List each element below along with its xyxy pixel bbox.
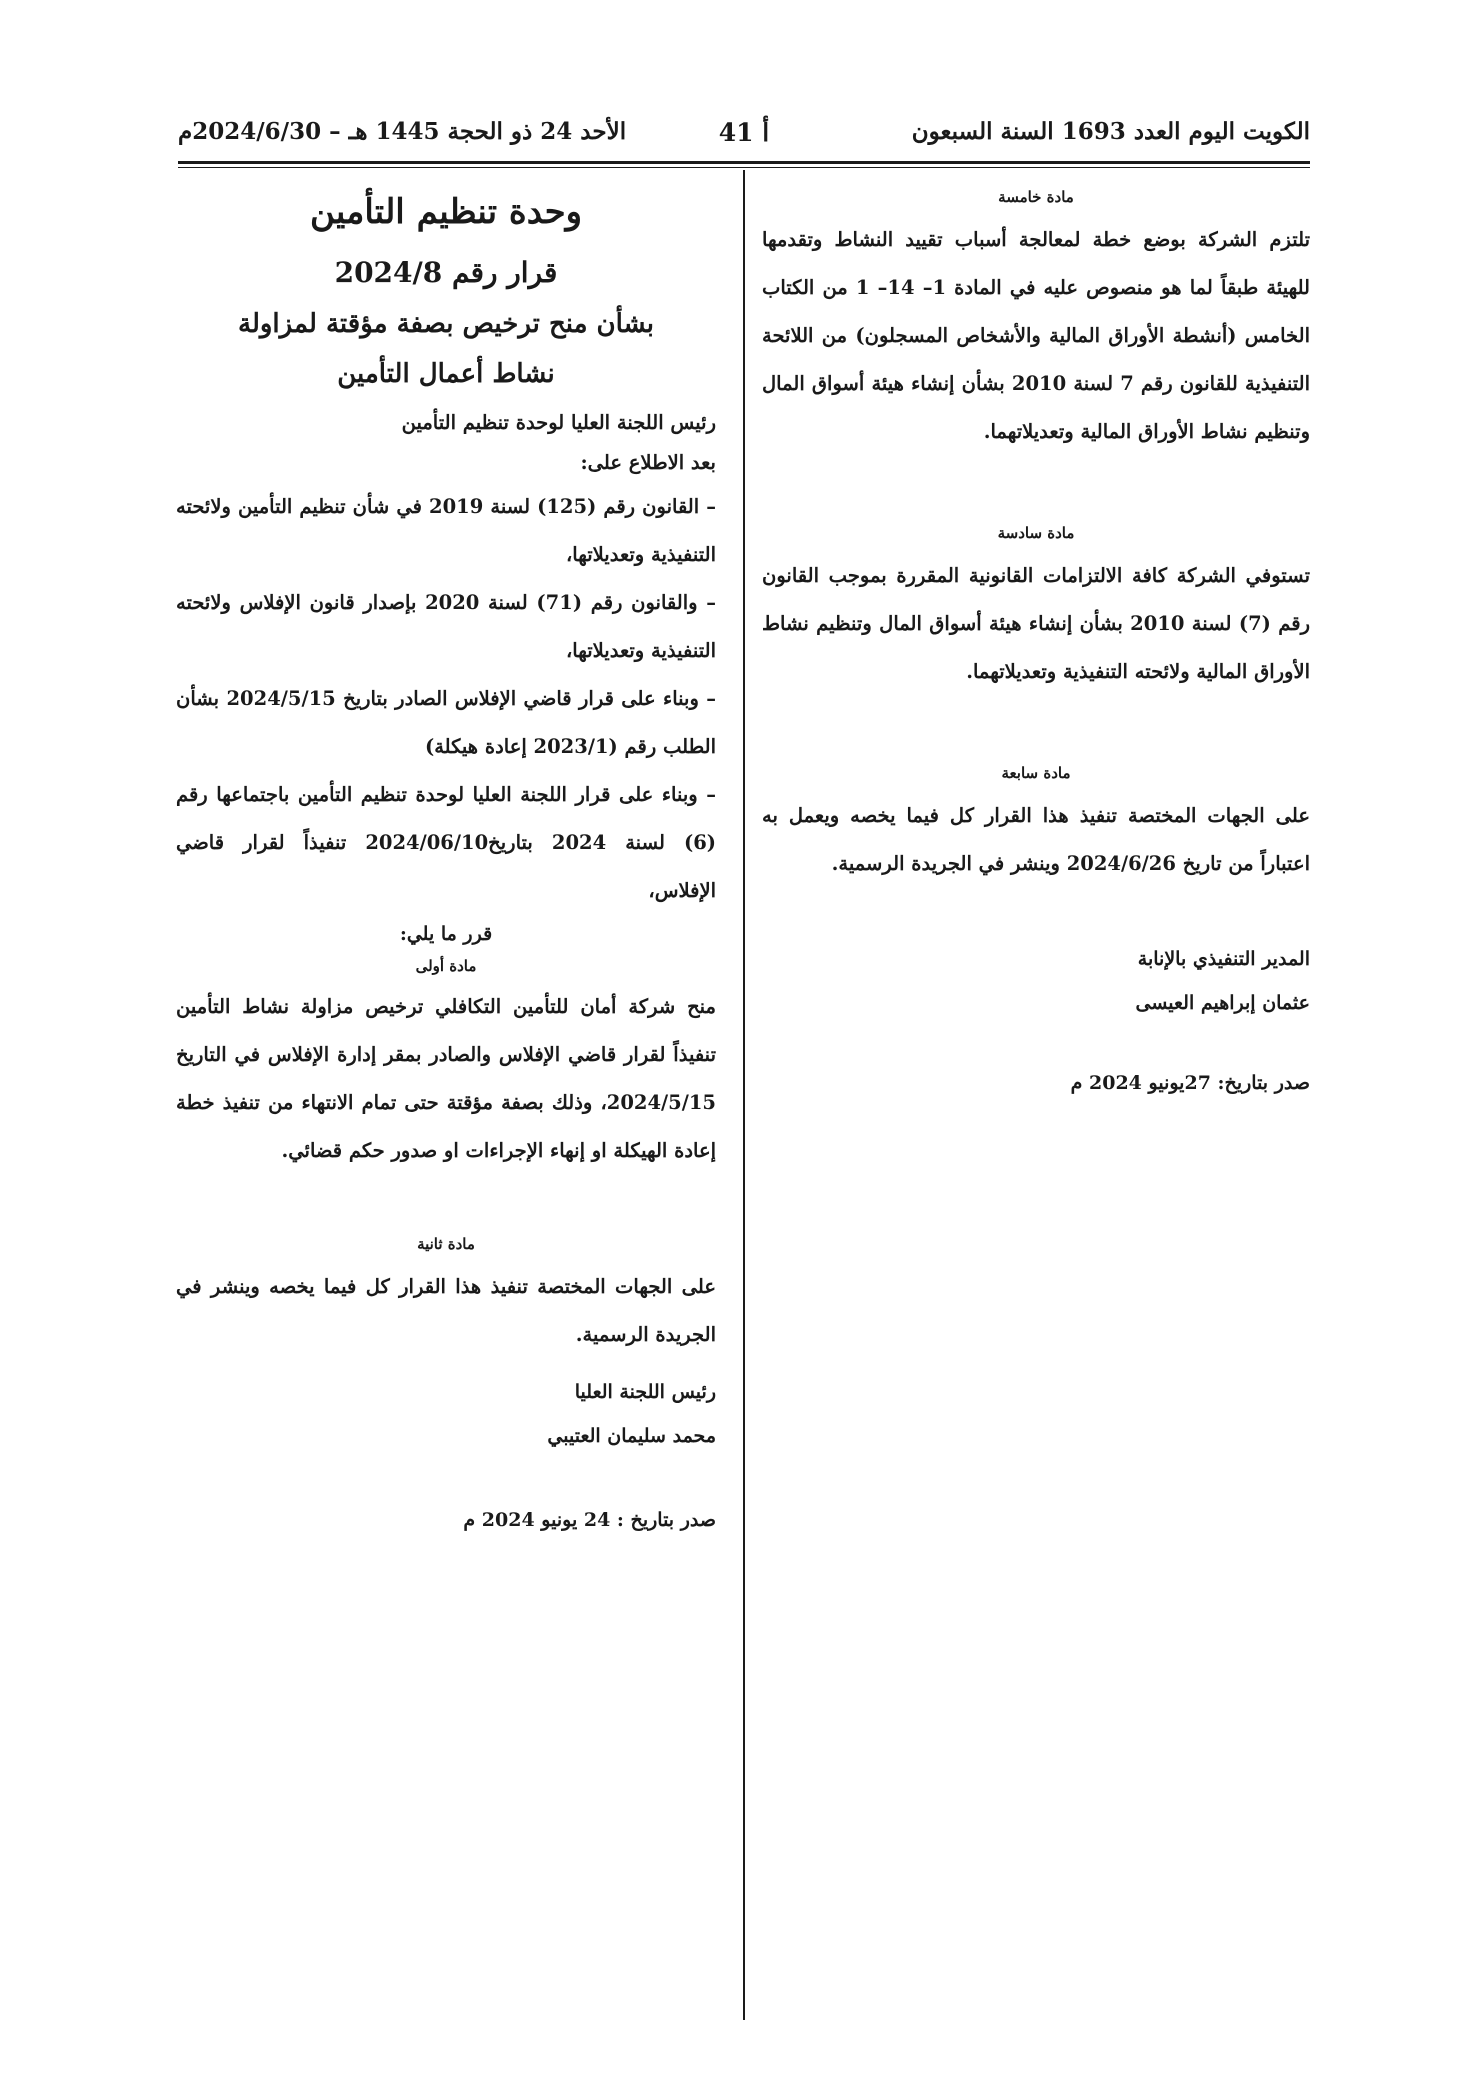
left-signatory-title: رئيس اللجنة العليا (574, 1381, 716, 1403)
article7-heading: مادة سابعة (1001, 764, 1071, 782)
after-review-line: بعد الاطلاع على: (580, 451, 716, 474)
decided-line: قرر ما يلي: (399, 923, 493, 945)
article2-text: على الجهات المختصة تنفيذ هذا القرار كل فيما يخصه وينشر في الجريدة الرسمية. (176, 1275, 716, 1346)
article1-text: منح شركة أمان للتأمين التكافلي ترخيص مزاولة نشاط التأمين تنفيذاً لقرار قاضي الإفلاس والصادر بمقر إدارة الإفلاس في التاريخ 2024/5/15، وذلك بصفة مؤقتة حتى تمام الانتهاء من تنفيذ خطة إعادة الهيكلة او إنهاء الإجراءات او صدور حكم قضائي. (176, 995, 716, 1162)
document-title: وحدة تنظيم التأمين (309, 192, 583, 232)
issuer-line: رئيس اللجنة العليا لوحدة تنظيم التأمين (401, 411, 716, 434)
preamble-item-3: – وبناء على قرار قاضي الإفلاس الصادر بتاريخ 2024/5/15 بشأن الطلب رقم (2023/1 إعادة هيكلة) (176, 687, 717, 758)
article2-heading: مادة ثانية (417, 1235, 475, 1253)
article5-text: تلتزم الشركة بوضع خطة لمعالجة أسباب تقييد النشاط وتقدمها للهيئة طبقاً لما هو منصوص عليه في المادة 1– 14– 1 من الكتاب الخامس (أنشطة الأوراق المالية والأشخاص المسجلون) من اللائحة التنفيذية للقانون رقم 7 لسنة 2010 بشأن إنشاء هيئة أسواق المال وتنظيم نشاط الأوراق المالية وتعديلاتهما. (762, 228, 1310, 443)
left-issue-date: صدر بتاريخ : 24 يونيو 2024 م (463, 1509, 716, 1531)
header-rule-thick (178, 161, 1310, 164)
header-gazette-issue: الكويت اليوم العدد 1693 السنة السبعون (911, 118, 1310, 145)
preamble-item-1: – القانون رقم (125) لسنة 2019 في شأن تنظيم التأمين ولائحته التنفيذية وتعديلاتها، (176, 495, 716, 566)
header-page-number: أ 41 (718, 118, 770, 147)
left-column (176, 180, 716, 1531)
preamble-item-2: – والقانون رقم (71) لسنة 2020 بإصدار قانون الإفلاس ولائحته التنفيذية وتعديلاتها، (176, 591, 717, 662)
preamble-item-4: – وبناء على قرار اللجنة العليا لوحدة تنظيم التأمين باجتماعها رقم (6) لسنة 2024 بتاريخ2024/06/10 تنفيذاً لقرار قاضي الإفلاس، (176, 783, 716, 902)
right-column (762, 180, 1310, 1094)
article7-text: على الجهات المختصة تنفيذ هذا القرار كل فيما يخصه ويعمل به اعتباراً من تاريخ 2024/6/26 وينشر في الجريدة الرسمية. (762, 804, 1310, 875)
right-issue-date: صدر بتاريخ: 27يونيو 2024 م (1070, 1072, 1310, 1094)
decision-subject-line2: نشاط أعمال التأمين (337, 359, 555, 389)
right-signatory-name: عثمان إبراهيم العيسى (1135, 992, 1310, 1014)
decision-number: قرار رقم 2024/8 (334, 256, 558, 289)
column-divider (743, 170, 745, 2020)
header-date: الأحد 24 ذو الحجة 1445 هـ – 2024/6/30م (178, 118, 627, 145)
left-signatory-name: محمد سليمان العتيبي (547, 1425, 716, 1447)
header-rule-thin (178, 167, 1310, 168)
decision-subject-line1: بشأن منح ترخيص بصفة مؤقتة لمزاولة (238, 309, 654, 339)
article6-heading: مادة سادسة (997, 524, 1075, 542)
article6-text: تستوفي الشركة كافة الالتزامات القانونية المقررة بموجب القانون رقم (7) لسنة 2010 بشأن إنشاء هيئة أسواق المال وتنظيم نشاط الأوراق المالية ولائحته التنفيذية وتعديلاتهما. (762, 564, 1310, 683)
article1-heading: مادة أولى (415, 957, 477, 975)
article5-heading: مادة خامسة (998, 188, 1074, 206)
right-signatory-title: المدير التنفيذي بالإنابة (1137, 948, 1310, 970)
page-header (178, 118, 1310, 160)
